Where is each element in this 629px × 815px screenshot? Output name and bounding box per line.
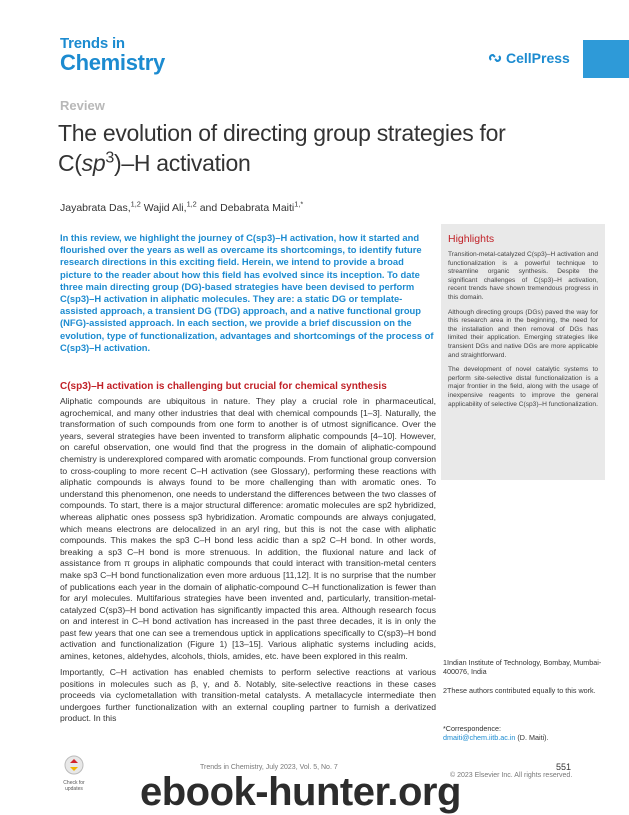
affiliation-2: 2These authors contributed equally to this work.	[443, 686, 596, 696]
body-paragraph: Importantly, C–H activation has enabled chemists to perform selective reactions at various positions in molecules such as β, γ, and δ. Notably, site-selective reactions in these cases proceeds via cyclometallation with transition-metal catalysts. A metallacycle intermediate then undergoes further functionalization with an external coupling partner to furnish a derivatized product. In this	[60, 667, 436, 724]
correspondence-label: *Correspondence:	[443, 724, 501, 733]
highlight-item: The development of novel catalytic systems to perform site-selective distal functionalization is a major frontier in the field, along with the usage of inexpensive reagents to improve the general applicability of selective C(sp3)–H functionalization.	[448, 366, 598, 408]
highlights-box	[441, 224, 605, 480]
publisher-name: CellPress	[506, 50, 570, 66]
footer-copyright: © 2023 Elsevier Inc. All rights reserved.	[450, 772, 573, 779]
cellpress-icon	[488, 51, 502, 65]
badge-line1: Check for	[63, 780, 85, 786]
check-for-updates-badge[interactable]	[60, 755, 88, 792]
article-type: Review	[60, 98, 105, 113]
page-number: 551	[556, 762, 572, 772]
journal-logo	[60, 36, 165, 74]
journal-name-line1: Trends in	[60, 35, 125, 52]
article-title: The evolution of directing group strategies for $C(sp^3)-H$ activation	[58, 120, 506, 176]
affiliation-1: 1Indian Institute of Technology, Bombay, Mumbai-400076, India	[443, 658, 602, 677]
body-paragraph: Aliphatic compounds are ubiquitous in nature. They play a crucial role in pharmaceutical, agrochemical, and many other industries that deal with chemical compounds [1–3]. Naturally, the transformation of such compounds from one form to another is of utmost significance. Over the years, several strategies have been invented to transform aliphatic compounds [4–10]. However, on careful observation, one would find that the progress in the domain of aliphatic-compound chemistry is underexplored compared with aromatic compounds. From functional group conversion to cross-coupling to more recent C–H activation (see Glossary), performing these reactions with aliphatic compounds is always found to be more challenging than with aromatic ones. To understand this phenomenon, one needs to understand the differences between the two classes of compounds. To start, there is a major structural difference: aromatic molecules are sp2 hybridized, whereas aliphatic ones possess sp3 hybridization. Aromatic compounds are always conjugated, which means electrons are delocalized in an aryl ring, but this is not the case with aliphatic compounds. This makes the sp3 C–H bond less acidic than a sp2 C–H bond. In other words, breaking a sp3 C–H bond is more strenuous. In addition, the fluxional nature and lack of assistance from π groups in aliphatic compounds that could interact with transition-metal centers make sp3 C–H bond functionalization even more arduous [11,12]. It is no surprise that the number of publications each year in the domain of aliphatic-compound C–H functionalization is fewer than for aryl molecules. Multifarious strategies have been invented and, particularly, transition-metal-catalyzed C(sp3)–H bond activation has significantly impacted this area. Although research focus on and interest in C–H bond activation has increased in the past three decades, it is in only the past few years that one can see a tremendous uptick in applications specifically to C(sp3)–H bond activation and functionalization (Figure 1) [13–15]. Various aliphatic systems including acids, amines, ketones, aldehydes, alcohols, thiols, amides, etc. have been explored in this realm.	[60, 396, 436, 662]
header-accent-block	[583, 40, 629, 78]
author-das[interactable]: Jayabrata Das,	[60, 202, 131, 214]
publisher-logo	[488, 50, 570, 66]
watermark: ebook-hunter.org	[140, 770, 461, 814]
abstract: In this review, we highlight the journey of C(sp3)–H activation, how it started and flourished over the years as well as overcame its shortcomings, to identify future research directions in this exciting field. Herein, we intend to provide a broad picture to the reader about how this field has evolved since its inception. To date three main directing group (DG)-based strategies have been devised to perform C(sp3)–H activation in aliphatic molecules. They are: a static DG or template-assisted approach, a transient DG (TDG) approach, and a native functional group (NFG)-assisted approach. In each section, we provide a brief discussion on the evolution, type of functionalization, advantages and shortcomings of the process of C(sp3)–H activation.	[60, 232, 434, 353]
correspondence	[443, 724, 603, 743]
footer-journal-info: Trends in Chemistry, July 2023, Vol. 5, No. 7	[200, 764, 338, 771]
section-heading: C(sp3)–H activation is challenging but crucial for chemical synthesis	[60, 381, 387, 392]
affiliations	[443, 658, 603, 696]
author-ali[interactable]: Wajid Ali,	[140, 202, 187, 214]
author-maiti[interactable]: and Debabrata Maiti	[196, 202, 295, 214]
correspondence-email-link[interactable]: dmaiti@chem.iitb.ac.in	[443, 733, 516, 743]
highlights-heading: Highlights	[448, 233, 495, 245]
journal-name-line2: Chemistry	[60, 50, 165, 75]
badge-line2: updates	[65, 786, 83, 792]
correspondence-name: (D. Maiti).	[515, 733, 549, 743]
highlight-item: Transition-metal-catalyzed C(sp3)–H activation and functionalization is a powerful technique to streamline organic synthesis. Despite the significant challenges of C(sp3)–H activation, recent trends have shown tremendous progress in this domain.	[448, 251, 598, 301]
check-for-updates-icon	[64, 755, 84, 775]
author-list: Jayabrata Das,$^{1,2}$ Wajid Ali,$^{1,2}$ and Debabrata Maiti$^{1,*}$	[60, 199, 304, 214]
highlight-item: Although directing groups (DGs) paved the way for this research area in the beginning, the need for the installation and then removal of DGs has limited their application. Emerging strategies like transient DGs and native DGs are more applicable and straightforward.	[448, 308, 598, 359]
